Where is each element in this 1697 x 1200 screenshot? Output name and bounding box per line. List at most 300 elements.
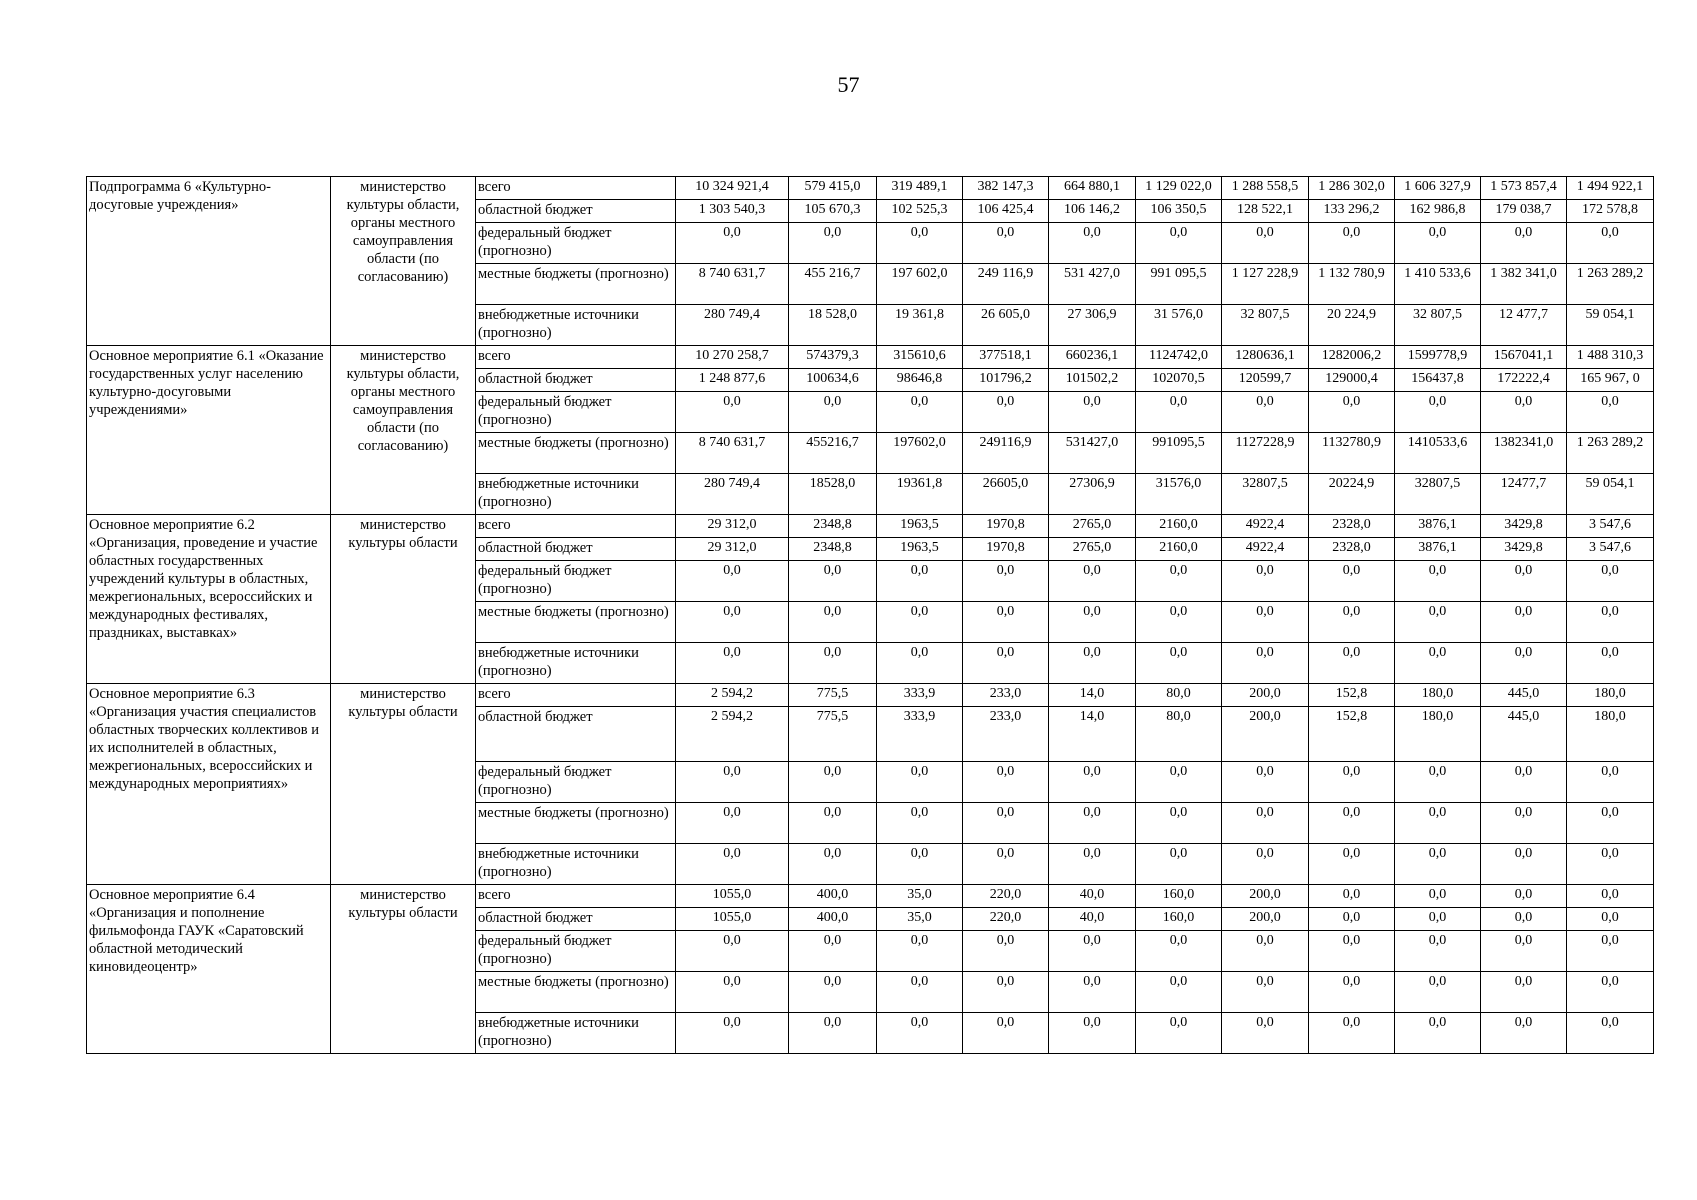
year-amount-cell: 0,0 [963, 643, 1049, 684]
year-amount-cell: 2348,8 [789, 515, 877, 538]
year-amount-cell: 165 967, 0 [1567, 369, 1654, 392]
year-amount-cell: 1 573 857,4 [1481, 177, 1567, 200]
total-amount-cell: 280 749,4 [676, 305, 789, 346]
table-row [87, 515, 1654, 538]
year-amount-cell: 0,0 [1481, 931, 1567, 972]
year-amount-cell: 0,0 [1395, 844, 1481, 885]
funding-source-cell: областной бюджет [476, 200, 676, 223]
year-amount-cell: 0,0 [789, 972, 877, 1013]
year-amount-cell: 3 547,6 [1567, 515, 1654, 538]
year-amount-cell: 0,0 [1222, 223, 1309, 264]
year-amount-cell: 2765,0 [1049, 515, 1136, 538]
year-amount-cell: 0,0 [1395, 392, 1481, 433]
year-amount-cell: 0,0 [789, 223, 877, 264]
funding-source-cell: всего [476, 177, 676, 200]
year-amount-cell: 233,0 [963, 707, 1049, 762]
total-amount-cell: 0,0 [676, 223, 789, 264]
year-amount-cell: 0,0 [789, 931, 877, 972]
year-amount-cell: 1 132 780,9 [1309, 264, 1395, 305]
year-amount-cell: 333,9 [877, 707, 963, 762]
year-amount-cell: 0,0 [1567, 602, 1654, 643]
table-row [87, 177, 1654, 200]
year-amount-cell: 35,0 [877, 908, 963, 931]
year-amount-cell: 0,0 [1567, 931, 1654, 972]
year-amount-cell: 0,0 [789, 602, 877, 643]
funding-source-cell: областной бюджет [476, 707, 676, 762]
year-amount-cell: 0,0 [1309, 561, 1395, 602]
year-amount-cell: 0,0 [1481, 602, 1567, 643]
funding-source-cell: всего [476, 684, 676, 707]
year-amount-cell: 0,0 [1049, 223, 1136, 264]
year-amount-cell: 775,5 [789, 684, 877, 707]
year-amount-cell: 400,0 [789, 885, 877, 908]
year-amount-cell: 1282006,2 [1309, 346, 1395, 369]
total-amount-cell: 0,0 [676, 844, 789, 885]
year-amount-cell: 59 054,1 [1567, 305, 1654, 346]
year-amount-cell: 128 522,1 [1222, 200, 1309, 223]
year-amount-cell: 0,0 [1395, 223, 1481, 264]
funding-source-cell: федеральный бюджет (прогнозно) [476, 392, 676, 433]
total-amount-cell: 0,0 [676, 931, 789, 972]
funding-source-cell: внебюджетные источники (прогнозно) [476, 844, 676, 885]
year-amount-cell: 0,0 [1567, 762, 1654, 803]
year-amount-cell: 19 361,8 [877, 305, 963, 346]
year-amount-cell: 0,0 [1481, 643, 1567, 684]
year-amount-cell: 26 605,0 [963, 305, 1049, 346]
year-amount-cell: 35,0 [877, 885, 963, 908]
year-amount-cell: 0,0 [1136, 392, 1222, 433]
year-amount-cell: 0,0 [1136, 972, 1222, 1013]
year-amount-cell: 0,0 [1395, 803, 1481, 844]
year-amount-cell: 0,0 [1481, 885, 1567, 908]
year-amount-cell: 0,0 [877, 223, 963, 264]
year-amount-cell: 100634,6 [789, 369, 877, 392]
funding-source-cell: внебюджетные источники (прогнозно) [476, 305, 676, 346]
year-amount-cell: 80,0 [1136, 707, 1222, 762]
year-amount-cell: 0,0 [1481, 762, 1567, 803]
year-amount-cell: 574379,3 [789, 346, 877, 369]
year-amount-cell: 172 578,8 [1567, 200, 1654, 223]
year-amount-cell: 1127228,9 [1222, 433, 1309, 474]
total-amount-cell: 1055,0 [676, 908, 789, 931]
year-amount-cell: 18528,0 [789, 474, 877, 515]
year-amount-cell: 32 807,5 [1222, 305, 1309, 346]
table-row [87, 346, 1654, 369]
year-amount-cell: 4922,4 [1222, 538, 1309, 561]
year-amount-cell: 105 670,3 [789, 200, 877, 223]
executor-cell: министерство культуры области, органы местного самоуправления области (по согласованию) [331, 346, 476, 515]
year-amount-cell: 0,0 [1309, 1013, 1395, 1054]
year-amount-cell: 382 147,3 [963, 177, 1049, 200]
total-amount-cell: 0,0 [676, 561, 789, 602]
year-amount-cell: 3429,8 [1481, 538, 1567, 561]
year-amount-cell: 377518,1 [963, 346, 1049, 369]
year-amount-cell: 200,0 [1222, 908, 1309, 931]
total-amount-cell: 0,0 [676, 602, 789, 643]
year-amount-cell: 1 263 289,2 [1567, 264, 1654, 305]
year-amount-cell: 0,0 [1136, 931, 1222, 972]
year-amount-cell: 0,0 [1481, 803, 1567, 844]
year-amount-cell: 2160,0 [1136, 515, 1222, 538]
year-amount-cell: 0,0 [1136, 803, 1222, 844]
year-amount-cell: 0,0 [789, 762, 877, 803]
total-amount-cell: 8 740 631,7 [676, 433, 789, 474]
year-amount-cell: 0,0 [1222, 643, 1309, 684]
year-amount-cell: 0,0 [1049, 392, 1136, 433]
year-amount-cell: 0,0 [1049, 844, 1136, 885]
year-amount-cell: 1599778,9 [1395, 346, 1481, 369]
year-amount-cell: 1567041,1 [1481, 346, 1567, 369]
year-amount-cell: 0,0 [877, 561, 963, 602]
year-amount-cell: 0,0 [1567, 392, 1654, 433]
year-amount-cell: 0,0 [1049, 931, 1136, 972]
year-amount-cell: 0,0 [1395, 643, 1481, 684]
year-amount-cell: 0,0 [1567, 972, 1654, 1013]
year-amount-cell: 156437,8 [1395, 369, 1481, 392]
year-amount-cell: 106 350,5 [1136, 200, 1222, 223]
year-amount-cell: 1963,5 [877, 515, 963, 538]
year-amount-cell: 660236,1 [1049, 346, 1136, 369]
total-amount-cell: 2 594,2 [676, 684, 789, 707]
year-amount-cell: 162 986,8 [1395, 200, 1481, 223]
year-amount-cell: 0,0 [1309, 602, 1395, 643]
program-name-cell: Подпрограмма 6 «Культурно-досуговые учреждения» [87, 177, 331, 346]
year-amount-cell: 0,0 [877, 602, 963, 643]
year-amount-cell: 233,0 [963, 684, 1049, 707]
year-amount-cell: 0,0 [1309, 223, 1395, 264]
total-amount-cell: 29 312,0 [676, 515, 789, 538]
year-amount-cell: 0,0 [1049, 972, 1136, 1013]
year-amount-cell: 0,0 [1309, 972, 1395, 1013]
year-amount-cell: 80,0 [1136, 684, 1222, 707]
year-amount-cell: 0,0 [1309, 844, 1395, 885]
funding-source-cell: областной бюджет [476, 538, 676, 561]
year-amount-cell: 0,0 [1567, 885, 1654, 908]
year-amount-cell: 0,0 [1481, 972, 1567, 1013]
year-amount-cell: 0,0 [1136, 844, 1222, 885]
funding-source-cell: федеральный бюджет (прогнозно) [476, 223, 676, 264]
year-amount-cell: 0,0 [1222, 602, 1309, 643]
year-amount-cell: 0,0 [789, 1013, 877, 1054]
year-amount-cell: 20224,9 [1309, 474, 1395, 515]
year-amount-cell: 101796,2 [963, 369, 1049, 392]
year-amount-cell: 59 054,1 [1567, 474, 1654, 515]
funding-source-cell: всего [476, 885, 676, 908]
program-name-cell: Основное мероприятие 6.2 «Организация, проведение и участие областных государственных учреждений культуры в областных, межрегиональных, всероссийских и международных фестивалях, праздниках, выставках» [87, 515, 331, 684]
executor-cell: министерство культуры области [331, 684, 476, 885]
year-amount-cell: 0,0 [1049, 643, 1136, 684]
total-amount-cell: 0,0 [676, 392, 789, 433]
year-amount-cell: 0,0 [1395, 762, 1481, 803]
year-amount-cell: 0,0 [1136, 643, 1222, 684]
year-amount-cell: 249 116,9 [963, 264, 1049, 305]
year-amount-cell: 0,0 [1222, 1013, 1309, 1054]
year-amount-cell: 0,0 [1309, 931, 1395, 972]
year-amount-cell: 12477,7 [1481, 474, 1567, 515]
year-amount-cell: 0,0 [1395, 885, 1481, 908]
year-amount-cell: 0,0 [1395, 931, 1481, 972]
year-amount-cell: 0,0 [1222, 931, 1309, 972]
year-amount-cell: 1 410 533,6 [1395, 264, 1481, 305]
year-amount-cell: 664 880,1 [1049, 177, 1136, 200]
year-amount-cell: 0,0 [1395, 1013, 1481, 1054]
funding-source-cell: всего [476, 515, 676, 538]
year-amount-cell: 0,0 [1309, 803, 1395, 844]
year-amount-cell: 0,0 [963, 602, 1049, 643]
year-amount-cell: 2348,8 [789, 538, 877, 561]
executor-cell: министерство культуры области [331, 515, 476, 684]
total-amount-cell: 1 248 877,6 [676, 369, 789, 392]
year-amount-cell: 0,0 [1567, 803, 1654, 844]
year-amount-cell: 106 146,2 [1049, 200, 1136, 223]
year-amount-cell: 0,0 [877, 392, 963, 433]
year-amount-cell: 0,0 [963, 762, 1049, 803]
year-amount-cell: 32807,5 [1222, 474, 1309, 515]
year-amount-cell: 0,0 [1567, 908, 1654, 931]
year-amount-cell: 102070,5 [1136, 369, 1222, 392]
total-amount-cell: 2 594,2 [676, 707, 789, 762]
total-amount-cell: 0,0 [676, 762, 789, 803]
year-amount-cell: 0,0 [877, 972, 963, 1013]
year-amount-cell: 0,0 [963, 803, 1049, 844]
total-amount-cell: 8 740 631,7 [676, 264, 789, 305]
year-amount-cell: 775,5 [789, 707, 877, 762]
total-amount-cell: 0,0 [676, 1013, 789, 1054]
year-amount-cell: 179 038,7 [1481, 200, 1567, 223]
year-amount-cell: 315610,6 [877, 346, 963, 369]
total-amount-cell: 29 312,0 [676, 538, 789, 561]
year-amount-cell: 531 427,0 [1049, 264, 1136, 305]
year-amount-cell: 180,0 [1567, 707, 1654, 762]
year-amount-cell: 0,0 [1049, 602, 1136, 643]
year-amount-cell: 0,0 [1567, 223, 1654, 264]
year-amount-cell: 0,0 [1136, 602, 1222, 643]
year-amount-cell: 1 382 341,0 [1481, 264, 1567, 305]
year-amount-cell: 0,0 [963, 223, 1049, 264]
funding-source-cell: областной бюджет [476, 369, 676, 392]
funding-source-cell: местные бюджеты (прогнозно) [476, 264, 676, 305]
year-amount-cell: 0,0 [963, 1013, 1049, 1054]
year-amount-cell: 0,0 [877, 1013, 963, 1054]
year-amount-cell: 0,0 [1567, 844, 1654, 885]
year-amount-cell: 32807,5 [1395, 474, 1481, 515]
year-amount-cell: 220,0 [963, 908, 1049, 931]
year-amount-cell: 0,0 [1136, 223, 1222, 264]
year-amount-cell: 0,0 [1222, 762, 1309, 803]
total-amount-cell: 0,0 [676, 972, 789, 1013]
total-amount-cell: 0,0 [676, 803, 789, 844]
year-amount-cell: 0,0 [1395, 561, 1481, 602]
year-amount-cell: 0,0 [1395, 972, 1481, 1013]
year-amount-cell: 32 807,5 [1395, 305, 1481, 346]
year-amount-cell: 0,0 [877, 803, 963, 844]
year-amount-cell: 0,0 [963, 931, 1049, 972]
funding-source-cell: внебюджетные источники (прогнозно) [476, 643, 676, 684]
year-amount-cell: 0,0 [1567, 643, 1654, 684]
page-number: 57 [837, 72, 860, 97]
year-amount-cell: 98646,8 [877, 369, 963, 392]
year-amount-cell: 0,0 [1309, 643, 1395, 684]
year-amount-cell: 991 095,5 [1136, 264, 1222, 305]
year-amount-cell: 1 494 922,1 [1567, 177, 1654, 200]
year-amount-cell: 0,0 [1136, 762, 1222, 803]
year-amount-cell: 0,0 [1222, 561, 1309, 602]
year-amount-cell: 4922,4 [1222, 515, 1309, 538]
year-amount-cell: 0,0 [789, 803, 877, 844]
year-amount-cell: 200,0 [1222, 707, 1309, 762]
year-amount-cell: 0,0 [1481, 392, 1567, 433]
year-amount-cell: 1124742,0 [1136, 346, 1222, 369]
table-row [87, 885, 1654, 908]
year-amount-cell: 0,0 [1049, 561, 1136, 602]
year-amount-cell: 0,0 [877, 931, 963, 972]
year-amount-cell: 106 425,4 [963, 200, 1049, 223]
year-amount-cell: 0,0 [1481, 561, 1567, 602]
year-amount-cell: 0,0 [1136, 561, 1222, 602]
year-amount-cell: 133 296,2 [1309, 200, 1395, 223]
year-amount-cell: 197602,0 [877, 433, 963, 474]
funding-source-cell: местные бюджеты (прогнозно) [476, 972, 676, 1013]
executor-cell: министерство культуры области, органы местного самоуправления области (по согласованию) [331, 177, 476, 346]
year-amount-cell: 0,0 [789, 561, 877, 602]
year-amount-cell: 197 602,0 [877, 264, 963, 305]
program-name-cell: Основное мероприятие 6.3 «Организация участия специалистов областных творческих коллективов и их исполнителей в областных, межрегиональных, всероссийских и международных мероприятиях» [87, 684, 331, 885]
year-amount-cell: 0,0 [1309, 392, 1395, 433]
funding-source-cell: федеральный бюджет (прогнозно) [476, 762, 676, 803]
program-name-cell: Основное мероприятие 6.4 «Организация и пополнение фильмофонда ГАУК «Саратовский областной методический киновидеоцентр» [87, 885, 331, 1054]
year-amount-cell: 0,0 [1136, 1013, 1222, 1054]
year-amount-cell: 1382341,0 [1481, 433, 1567, 474]
total-amount-cell: 1 303 540,3 [676, 200, 789, 223]
year-amount-cell: 160,0 [1136, 908, 1222, 931]
year-amount-cell: 0,0 [1222, 844, 1309, 885]
year-amount-cell: 0,0 [789, 643, 877, 684]
total-amount-cell: 1055,0 [676, 885, 789, 908]
year-amount-cell: 120599,7 [1222, 369, 1309, 392]
year-amount-cell: 1410533,6 [1395, 433, 1481, 474]
year-amount-cell: 40,0 [1049, 908, 1136, 931]
year-amount-cell: 579 415,0 [789, 177, 877, 200]
funding-source-cell: местные бюджеты (прогнозно) [476, 602, 676, 643]
year-amount-cell: 152,8 [1309, 707, 1395, 762]
year-amount-cell: 455 216,7 [789, 264, 877, 305]
year-amount-cell: 0,0 [1309, 762, 1395, 803]
year-amount-cell: 2328,0 [1309, 538, 1395, 561]
year-amount-cell: 160,0 [1136, 885, 1222, 908]
year-amount-cell: 2328,0 [1309, 515, 1395, 538]
year-amount-cell: 12 477,7 [1481, 305, 1567, 346]
year-amount-cell: 0,0 [1049, 762, 1136, 803]
year-amount-cell: 102 525,3 [877, 200, 963, 223]
year-amount-cell: 0,0 [963, 844, 1049, 885]
year-amount-cell: 400,0 [789, 908, 877, 931]
total-amount-cell: 0,0 [676, 643, 789, 684]
total-amount-cell: 10 270 258,7 [676, 346, 789, 369]
year-amount-cell: 1970,8 [963, 515, 1049, 538]
year-amount-cell: 0,0 [1309, 908, 1395, 931]
year-amount-cell: 0,0 [1395, 908, 1481, 931]
year-amount-cell: 1 263 289,2 [1567, 433, 1654, 474]
year-amount-cell: 249116,9 [963, 433, 1049, 474]
year-amount-cell: 0,0 [963, 392, 1049, 433]
year-amount-cell: 152,8 [1309, 684, 1395, 707]
year-amount-cell: 333,9 [877, 684, 963, 707]
year-amount-cell: 18 528,0 [789, 305, 877, 346]
executor-cell: министерство культуры области [331, 885, 476, 1054]
year-amount-cell: 0,0 [789, 392, 877, 433]
year-amount-cell: 445,0 [1481, 707, 1567, 762]
year-amount-cell: 40,0 [1049, 885, 1136, 908]
year-amount-cell: 200,0 [1222, 684, 1309, 707]
budget-table-body [87, 177, 1654, 1054]
year-amount-cell: 0,0 [1481, 223, 1567, 264]
year-amount-cell: 0,0 [1309, 885, 1395, 908]
year-amount-cell: 445,0 [1481, 684, 1567, 707]
year-amount-cell: 3 547,6 [1567, 538, 1654, 561]
year-amount-cell: 0,0 [1222, 803, 1309, 844]
funding-source-cell: местные бюджеты (прогнозно) [476, 803, 676, 844]
year-amount-cell: 220,0 [963, 885, 1049, 908]
funding-source-cell: областной бюджет [476, 908, 676, 931]
year-amount-cell: 1132780,9 [1309, 433, 1395, 474]
funding-source-cell: местные бюджеты (прогнозно) [476, 433, 676, 474]
funding-source-cell: всего [476, 346, 676, 369]
year-amount-cell: 0,0 [1395, 602, 1481, 643]
year-amount-cell: 3876,1 [1395, 538, 1481, 561]
year-amount-cell: 0,0 [789, 844, 877, 885]
year-amount-cell: 31576,0 [1136, 474, 1222, 515]
year-amount-cell: 0,0 [1567, 1013, 1654, 1054]
year-amount-cell: 1 488 310,3 [1567, 346, 1654, 369]
year-amount-cell: 0,0 [1567, 561, 1654, 602]
year-amount-cell: 0,0 [1049, 803, 1136, 844]
year-amount-cell: 0,0 [877, 844, 963, 885]
table-row [87, 684, 1654, 707]
year-amount-cell: 0,0 [1049, 1013, 1136, 1054]
year-amount-cell: 20 224,9 [1309, 305, 1395, 346]
year-amount-cell: 101502,2 [1049, 369, 1136, 392]
year-amount-cell: 0,0 [877, 643, 963, 684]
year-amount-cell: 3876,1 [1395, 515, 1481, 538]
funding-source-cell: внебюджетные источники (прогнозно) [476, 1013, 676, 1054]
year-amount-cell: 0,0 [877, 762, 963, 803]
year-amount-cell: 27 306,9 [1049, 305, 1136, 346]
funding-source-cell: федеральный бюджет (прогнозно) [476, 931, 676, 972]
year-amount-cell: 0,0 [963, 561, 1049, 602]
year-amount-cell: 1 606 327,9 [1395, 177, 1481, 200]
year-amount-cell: 0,0 [1481, 908, 1567, 931]
total-amount-cell: 10 324 921,4 [676, 177, 789, 200]
year-amount-cell: 14,0 [1049, 707, 1136, 762]
budget-table [86, 176, 1654, 1054]
year-amount-cell: 1 286 302,0 [1309, 177, 1395, 200]
funding-source-cell: внебюджетные источники (прогнозно) [476, 474, 676, 515]
year-amount-cell: 1963,5 [877, 538, 963, 561]
year-amount-cell: 0,0 [1481, 1013, 1567, 1054]
year-amount-cell: 1280636,1 [1222, 346, 1309, 369]
year-amount-cell: 180,0 [1395, 707, 1481, 762]
year-amount-cell: 180,0 [1395, 684, 1481, 707]
year-amount-cell: 319 489,1 [877, 177, 963, 200]
year-amount-cell: 991095,5 [1136, 433, 1222, 474]
year-amount-cell: 31 576,0 [1136, 305, 1222, 346]
total-amount-cell: 280 749,4 [676, 474, 789, 515]
year-amount-cell: 0,0 [963, 972, 1049, 1013]
year-amount-cell: 200,0 [1222, 885, 1309, 908]
program-name-cell: Основное мероприятие 6.1 «Оказание государственных услуг населению культурно-досуговыми учреждениями» [87, 346, 331, 515]
year-amount-cell: 1 288 558,5 [1222, 177, 1309, 200]
year-amount-cell: 0,0 [1481, 844, 1567, 885]
